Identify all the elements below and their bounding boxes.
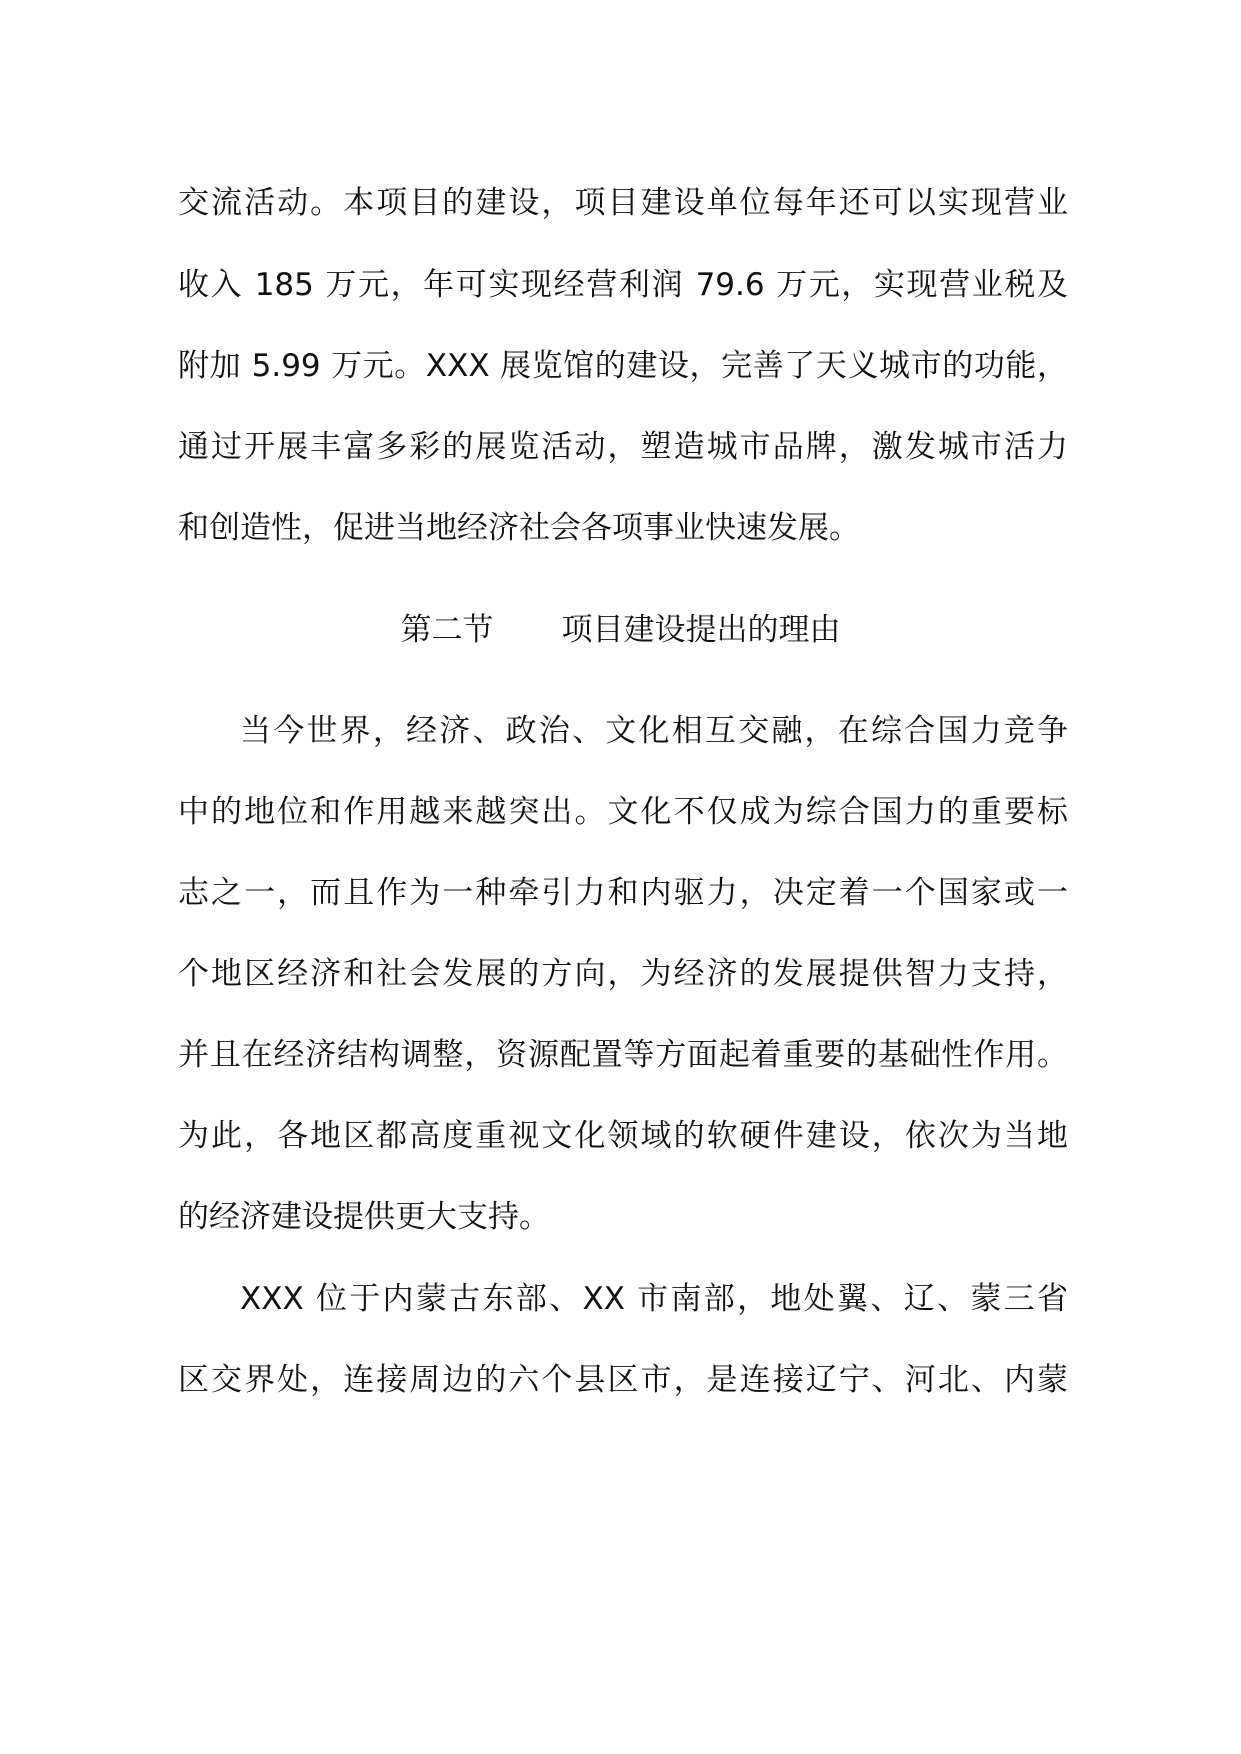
paragraph-3-line-2: 区交界处，连接周边的六个县区市，是连接辽宁、河北、内蒙	[178, 1362, 1068, 1398]
paragraph-1-line-2: 收入 185 万元，年可实现经营利润 79.6 万元，实现营业税及	[178, 267, 1068, 303]
paragraph-2-line-4: 个地区经济和社会发展的方向，为经济的发展提供智力支持，	[178, 956, 1068, 992]
paragraph-2-line-5: 并且在经济结构调整，资源配置等方面起着重要的基础性作用。	[178, 1037, 1068, 1073]
paragraph-1-line-1: 交流活动。本项目的建设，项目建设单位每年还可以实现营业	[178, 185, 1068, 221]
paragraph-2-line-7: 的经济建设提供更大支持。	[178, 1199, 550, 1235]
section-number: 第二节	[400, 612, 494, 648]
paragraph-3-line-1: XXX 位于内蒙古东部、XX 市南部，地处翼、辽、蒙三省	[240, 1281, 1068, 1317]
paragraph-2-line-3: 志之一，而且作为一种牵引力和内驱力，决定着一个国家或一	[178, 875, 1068, 911]
paragraph-1-line-4: 通过开展丰富多彩的展览活动，塑造城市品牌，激发城市活力	[178, 429, 1068, 465]
section-heading	[0, 605, 1241, 655]
paragraph-2-line-1: 当今世界，经济、政治、文化相互交融，在综合国力竞争	[240, 713, 1068, 749]
paragraph-1-line-3: 附加 5.99 万元。XXX 展览馆的建设，完善了天义城市的功能，	[178, 348, 1068, 384]
paragraph-2-line-2: 中的地位和作用越来越突出。文化不仅成为综合国力的重要标	[178, 794, 1068, 830]
paragraph-2-line-6: 为此，各地区都高度重视文化领域的软硬件建设，依次为当地	[178, 1118, 1068, 1154]
paragraph-1-line-5: 和创造性，促进当地经济社会各项事业快速发展。	[178, 510, 860, 546]
section-title: 项目建设提出的理由	[561, 612, 841, 648]
